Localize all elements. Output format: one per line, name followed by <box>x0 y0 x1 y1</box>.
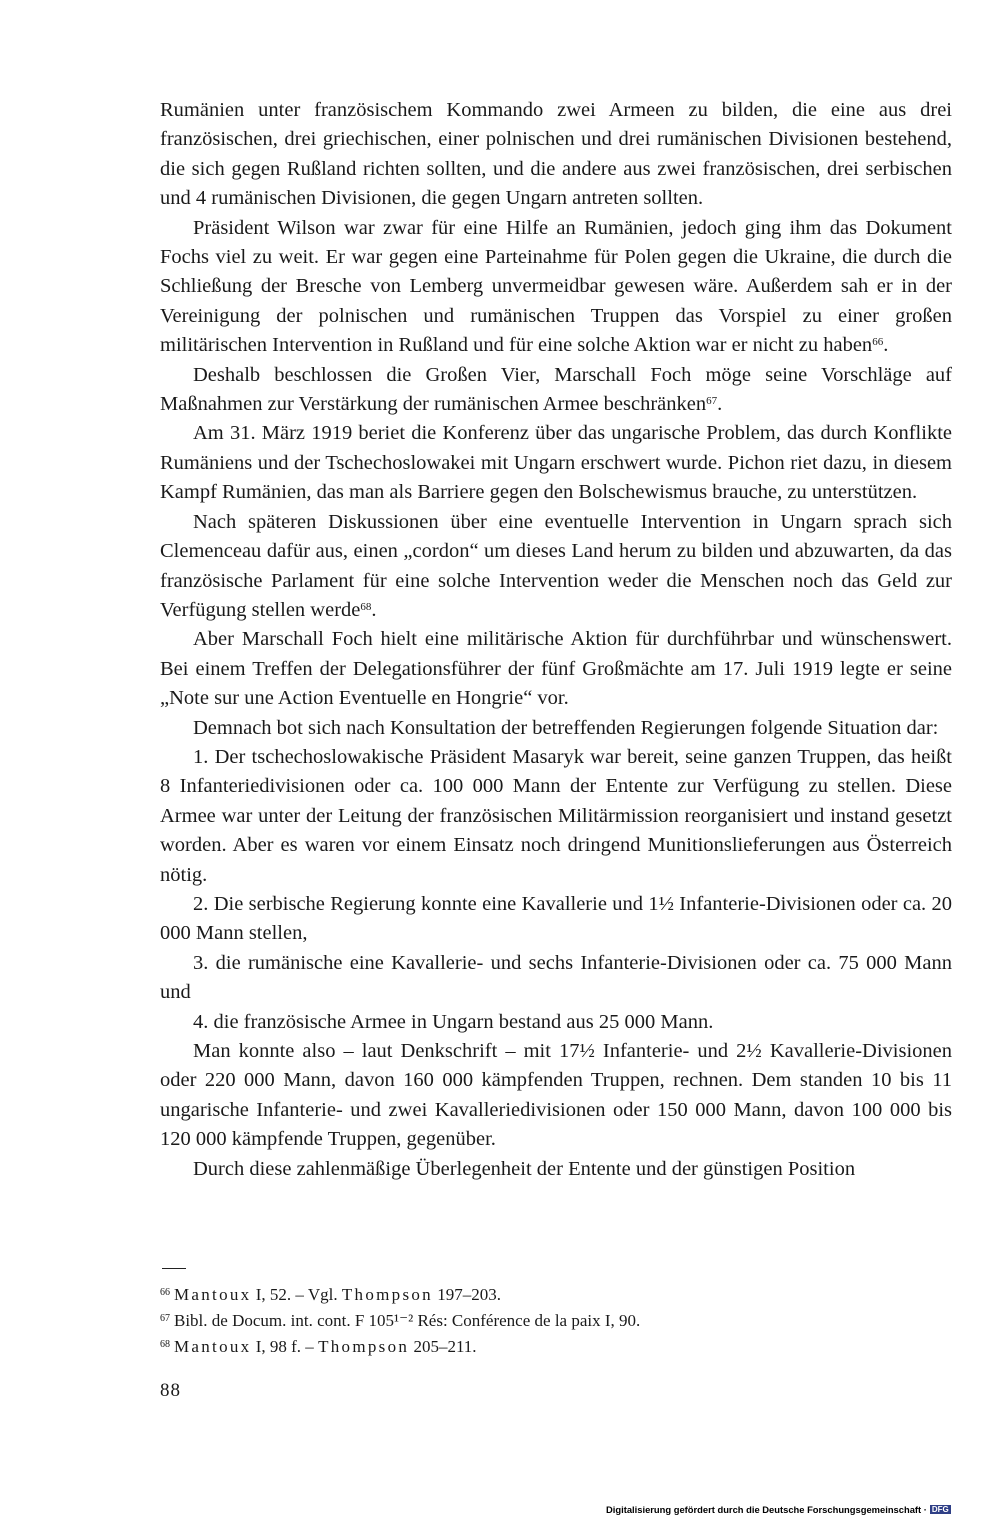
paragraph: Rumänien unter französischem Kommando zwei Armeen zu bilden, die eine aus drei französischen, drei griechischen, einer polnischen und drei rumänischen Divisionen bestehend, die sich gegen Rußland richten sollten, und die andere aus zwei französischen, drei serbischen und 4 rumänischen Divisionen, die gegen Ungarn antreten sollten. <box>160 99 952 210</box>
footnote-number: 68 <box>160 1338 170 1350</box>
footnotes <box>160 1282 952 1359</box>
paragraph: Am 31. März 1919 beriet die Konferenz über das ungarische Problem, das durch Konflikte Rumäniens und der Tschechoslowakei mit Ungarn erschwert wurde. Pichon riet dazu, in diesem Kampf Rumänien, das man als Barriere gegen den Bolschewismus brauche, zu unterstützen. <box>160 422 952 504</box>
footnote-author: Thompson <box>341 1285 433 1304</box>
footnote-ref[interactable]: 66 <box>872 336 884 349</box>
footnote-author: Thompson <box>318 1336 410 1356</box>
footnote-author: Mantoux <box>174 1336 252 1356</box>
credit-text: Digitalisierung gefördert durch die Deutsche Forschungsgemeinschaft · <box>606 1504 927 1515</box>
page-number: 88 <box>160 1380 181 1401</box>
list-item: 3. die rumänische eine Kavallerie- und sechs Infanterie-Divisionen oder ca. 75 000 Mann und <box>160 951 952 1004</box>
footnote-ref[interactable]: 68 <box>360 600 372 613</box>
paragraph: Man konnte also – laut Denkschrift – mit 17½ Infanterie- und 2½ Kavallerie-Divisionen oder 220 000 Mann, davon 160 000 kämpfenden Truppen, rechnen. Dem standen 10 bis 11 ungarische Infanterie- und zwei Kavalleriedivisionen oder 150 000 Mann, davon 100 000 bis 120 000 kämpfende Truppen, gegenüber. <box>160 1040 952 1151</box>
footnote: $^{67}$ Bibl. de Docum. int. cont. F 105¹⁻² Rés: Conférence de la paix I, 90. <box>160 1310 641 1330</box>
paragraph: Deshalb beschlossen die Großen Vier, Marschall Foch möge seine Vorschläge auf Maßnahmen zur Verstärkung der rumänischen Armee beschränken$^{67}$. <box>160 363 952 416</box>
paragraph: Präsident Wilson war zwar für eine Hilfe an Rumänien, jedoch ging ihm das Dokument Fochs viel zu weit. Er war gegen eine Parteinahme für Polen gegen die Ukraine, die durch die Schließung der Bresche von Lemberg unvermeidbar gewesen wäre. Außerdem sah er in der Vereinigung der polnischen und rumänischen Truppen das Vorspiel zu einer großen militärischen Intervention in Rußland und für eine solche Aktion war er nicht zu haben$^{66}$. <box>160 216 952 357</box>
footnote-author: Mantoux <box>174 1285 252 1304</box>
list-item: 2. Die serbische Regierung konnte eine Kavallerie und 1½ Infanterie-Divisionen oder ca. 20 000 Mann stellen, <box>160 892 952 945</box>
paragraph: Aber Marschall Foch hielt eine militärische Aktion für durchführbar und wünschenswert. Bei einem Treffen der Delegationsführer der fünf Großmächte am 17. Juli 1919 legte er seine „Note sur une Action Eventuelle en Hongrie“ vor. <box>160 628 952 710</box>
paragraph: Durch diese zahlenmäßige Überlegenheit der Entente und der günstigen Position <box>193 1157 856 1180</box>
list-item: 4. die französische Armee in Ungarn bestand aus 25 000 Mann. <box>193 1010 714 1033</box>
paragraph: Nach späteren Diskussionen über eine eventuelle Intervention in Ungarn sprach sich Clemenceau dafür aus, einen „cordon“ um dieses Land herum zu bilden und abzuwarten, da das französische Parlament für eine solche Intervention weder die Menschen noch das Geld zur Verfügung stellen werde$^{68}$. <box>160 510 952 621</box>
footnote-divider <box>162 1268 186 1269</box>
dfg-logo: DFG <box>931 1505 949 1514</box>
footnote-ref[interactable]: 67 <box>706 395 718 408</box>
footnote-number: 66 <box>160 1287 170 1298</box>
footnote-number: 67 <box>160 1312 170 1324</box>
footnote: $^{68}$ Mantoux I, 98 f. – Thompson 205–211. <box>160 1336 477 1356</box>
paragraph: Demnach bot sich nach Konsultation der betreffenden Regierungen folgende Situation dar: <box>193 716 939 739</box>
body-text <box>160 96 952 1184</box>
footnote: $^{66}$ Mantoux I, 52. – Vgl. Thompson 197–203. <box>160 1285 501 1304</box>
list-item: 1. Der tschechoslowakische Präsident Masaryk war bereit, seine ganzen Truppen, das heißt 8 Infanteriedivisionen oder ca. 100 000 Mann der Entente zur Verfügung zu stellen. Diese Armee war unter der Leitung der französischen Militärmission reorganisiert und instand gesetzt worden. Aber es waren vor einem Einsatz noch dringend Munitionslieferungen aus Österreich nötig. <box>160 745 952 886</box>
digitization-credit <box>606 1504 951 1515</box>
